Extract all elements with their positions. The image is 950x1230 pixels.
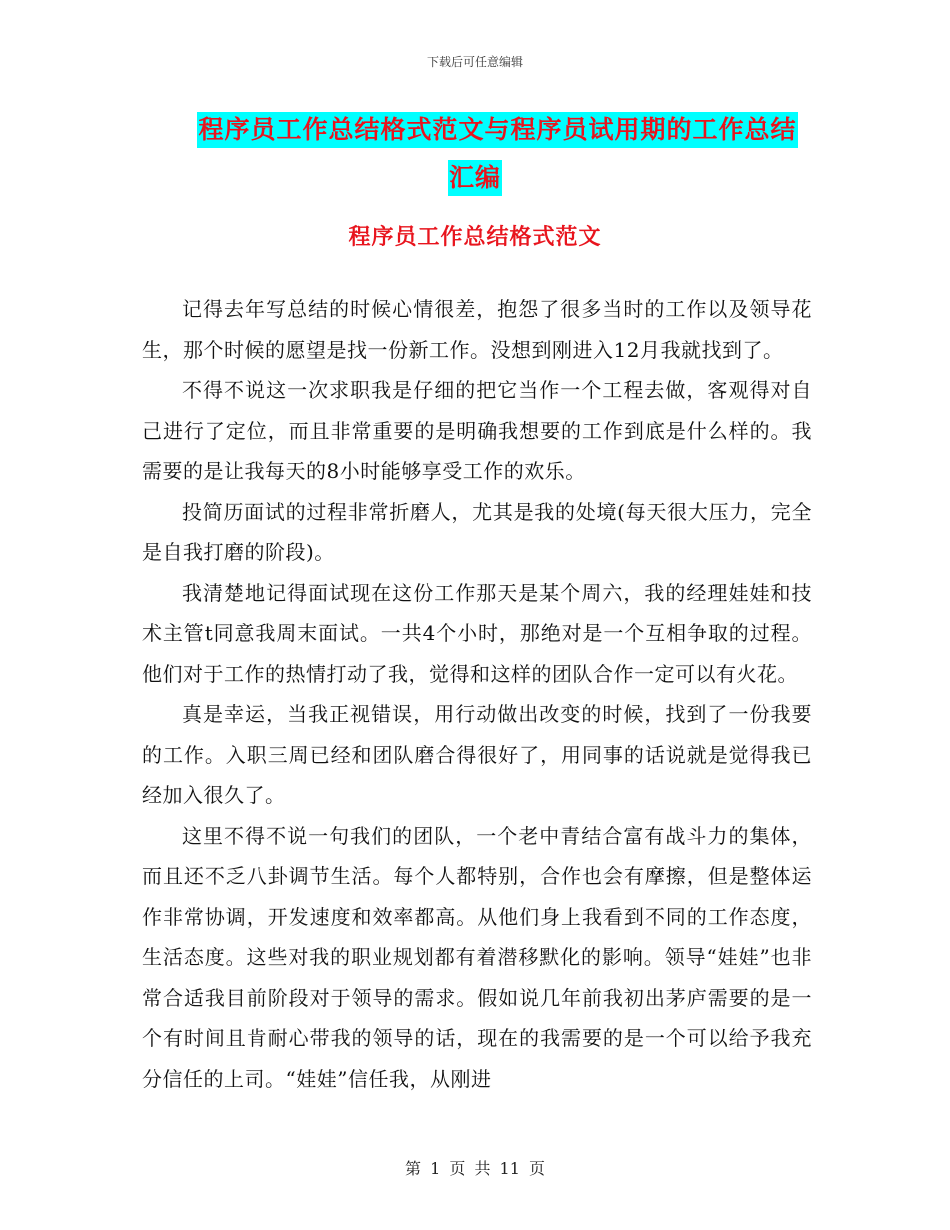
paragraph: 记得去年写总结的时候心情很差，抱怨了很多当时的工作以及领导花生，那个时候的愿望是找一份新工作。没想到刚进入12月我就找到了。 [142,297,812,362]
paragraph: 我清楚地记得面试现在这份工作那天是某个周六，我的经理娃娃和技术主管t同意我周末面试。一共4个小时，那绝对是一个互相争取的过程。他们对于工作的热情打动了我，觉得和这样的团队合作一定可以有火花。 [142,580,812,686]
title-line-2: 汇编 [448,160,502,196]
paragraph: 不得不说这一次求职我是仔细的把它当作一个工程去做，客观得对自己进行了定位，而且非常重要的是明确我想要的工作到底是什么样的。我需要的是让我每天的8小时能够享受工作的欢乐。 [142,378,812,483]
section-heading: 程序员工作总结格式范文 [348,224,602,250]
page-footer: 第 1 页 共 11 页 [405,1159,545,1178]
body-text [142,289,812,1099]
paragraph: 投简历面试的过程非常折磨人，尤其是我的处境(每天很大压力，完全是自我打磨的阶段)。 [142,499,812,564]
paragraph: 真是幸运，当我正视错误，用行动做出改变的时候，找到了一份我要的工作。入职三周已经和团队磨合得很好了，用同事的话说就是觉得我已经加入很久了。 [142,702,812,807]
paragraph: 这里不得不说一句我们的团队，一个老中青结合富有战斗力的集体，而且还不乏八卦调节生活。每个人都特别，合作也会有摩擦，但是整体运作非常协调，开发速度和效率都高。从他们身上我看到不同的工作态度，生活态度。这些对我的职业规划都有着潜移默化的影响。领导“娃娃”也非常合适我目前阶段对于领导的需求。假如说几年前我初出茅庐需要的是一个有时间且肯耐心带我的领导的话，现在的我需要的是一个可以给予我充分信任的上司。“娃娃”信任我，从刚进 [142,823,812,1091]
header-note: 下载后可任意编辑 [426,55,523,69]
title-line-1: 程序员工作总结格式范文与程序员试用期的工作总结 [197,112,797,148]
document-title [0,112,950,196]
